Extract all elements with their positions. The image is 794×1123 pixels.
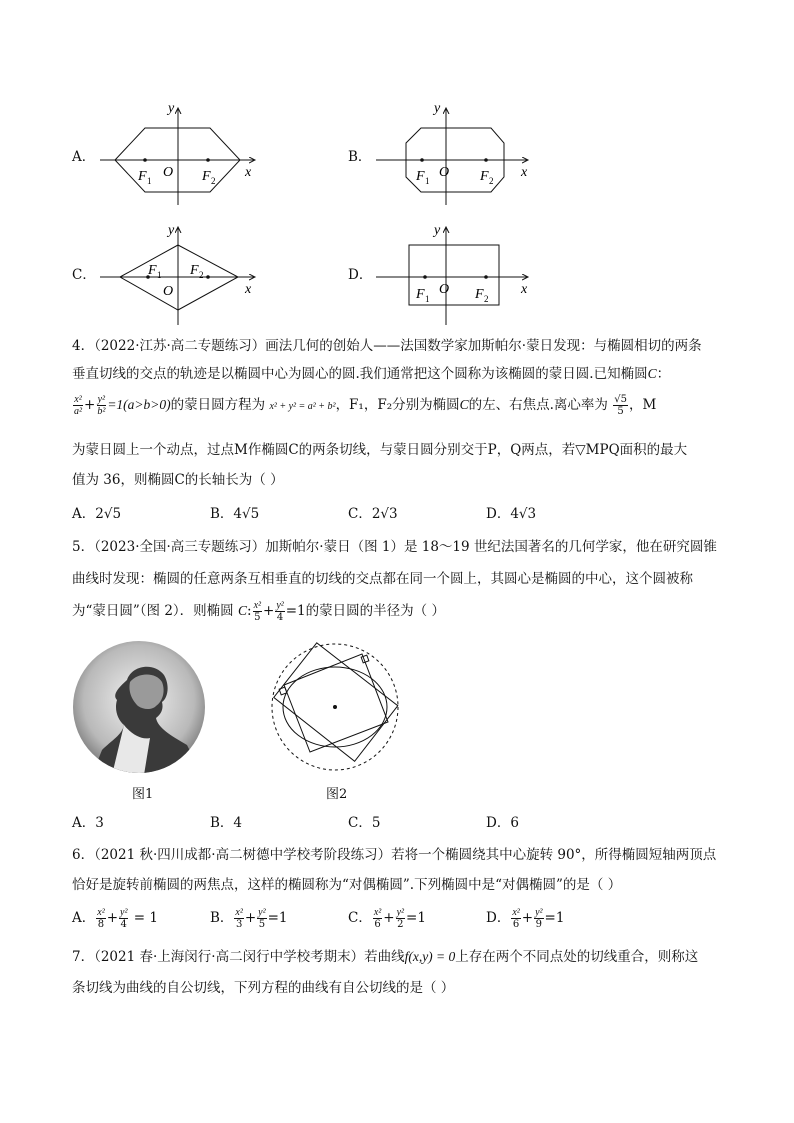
q6-option-c: C． $\frac{\text{x²}}{6}$ + $\frac{\text{y²}}{2}$ =1: [348, 907, 426, 930]
q5-option-c: C．5: [348, 815, 381, 831]
q4-line2: 垂直切线的交点的轨迹是以椭圆中心为圆心的圆.我们通常把这个圆称为该椭圆的蒙日圆.已知椭圆C：: [72, 366, 671, 382]
svg-text:1: 1: [425, 294, 430, 304]
q5-option-d: D．6: [486, 815, 519, 831]
monge-portrait: [72, 640, 207, 775]
q6-option-a: A． $\frac{\text{x²}}{8}$ + $\frac{\text{y²}}{4}$ = 1: [72, 907, 158, 930]
svg-text:O: O: [439, 165, 450, 180]
diagram-d: [376, 222, 546, 327]
q5-option-a: A．3: [72, 815, 104, 831]
svg-text:y: y: [434, 223, 441, 238]
fig2-caption: 图2: [326, 787, 348, 802]
fig1-caption: 图1: [132, 787, 154, 802]
q7-line2: 条切线为曲线的自公切线，下列方程的曲线有自公切线的是（ ）: [72, 980, 455, 996]
svg-text:2: 2: [489, 176, 494, 186]
q4-option-b: B．4√5: [210, 506, 260, 522]
diagram-b: [376, 100, 546, 210]
q4-option-a: A．2√5: [72, 506, 122, 522]
q5-option-b: B．4: [210, 815, 243, 831]
q7-line1: 7．（2021 春·上海闵行·高二闵行中学校考期末）若曲线f(x,y) = 0上存在两个不同点处的切线重合，则称这: [72, 949, 699, 965]
q4-line1: 4．（2022·江苏·高二专题练习）画法几何的创始人——法国数学家加斯帕尔·蒙日发现：与椭圆相切的两条: [72, 338, 702, 354]
q6-option-b: B． $\frac{\text{x²}}{3}$ + $\frac{\text{y²}}{5}$ =1: [210, 907, 288, 930]
svg-text:x: x: [245, 282, 252, 297]
svg-text:O: O: [163, 284, 174, 299]
y-axis-label: y: [168, 101, 175, 116]
diagram-c: [100, 222, 270, 327]
option-b-label: B．: [348, 149, 372, 165]
diagram-a: [100, 100, 270, 210]
svg-text:O: O: [163, 165, 174, 180]
q4-option-c: C．2√3: [348, 506, 398, 522]
svg-text:O: O: [439, 282, 450, 297]
svg-text:y: y: [434, 101, 441, 116]
svg-text:y: y: [168, 223, 175, 238]
svg-text:F: F: [202, 169, 211, 184]
svg-text:F: F: [416, 169, 425, 184]
svg-text:F: F: [148, 263, 157, 278]
monge-circle-figure: [266, 640, 406, 775]
q5-line1: 5．（2023·全国·高三专题练习）加斯帕尔·蒙日（图 1）是 18～19 世纪法国著名的几何学家，他在研究圆锥: [72, 539, 717, 555]
q6-line2: 恰好是旋转前椭圆的两焦点，这样的椭圆称为“对偶椭圆”.下列椭圆中是“对偶椭圆”的是（ ）: [72, 877, 622, 893]
svg-text:F: F: [190, 263, 199, 278]
q5-line3: 为“蒙日圆”（图 2）．则椭圆 C: $\frac{\text{x²}}{5}$ + $\frac{\text{y²}}{4}$ =1的蒙日圆的半径为（ ）: [72, 600, 445, 623]
svg-text:1: 1: [147, 176, 152, 186]
q4-option-d: D．4√3: [486, 506, 537, 522]
q4-line4: 为蒙日圆上一个动点，过点M作椭圆C的两条切线，与蒙日圆分别交于P，Q两点，若▽MPQ面积的最大: [72, 442, 688, 458]
svg-text:x: x: [521, 165, 528, 180]
option-d-label: D．: [348, 267, 373, 283]
option-c-label: C．: [72, 267, 96, 283]
svg-text:F: F: [138, 169, 147, 184]
q4-line5: 值为 36，则椭圆C的长轴长为（ ）: [72, 472, 284, 488]
svg-text:1: 1: [425, 176, 430, 186]
svg-text:2: 2: [211, 176, 216, 186]
svg-text:F: F: [416, 287, 425, 302]
svg-text:x: x: [245, 165, 252, 180]
svg-text:2: 2: [199, 270, 204, 280]
option-a-label: A．: [72, 149, 96, 165]
q6-option-d: D． $\frac{\text{x²}}{6}$ + $\frac{\text{y²}}{9}$ =1: [486, 907, 565, 930]
q5-line2: 曲线时发现：椭圆的任意两条互相垂直的切线的交点都在同一个圆上，其圆心是椭圆的中心，这个圆被称: [72, 571, 693, 587]
svg-text:x: x: [521, 282, 528, 297]
q6-line1: 6．（2021 秋·四川成都·高二树德中学校考阶段练习）若将一个椭圆绕其中心旋转 90°，所得椭圆短轴两顶点: [72, 847, 717, 863]
svg-text:2: 2: [484, 294, 489, 304]
q4-line3: $\frac{\text{x²}}{\text{a²}}$ + $\frac{\text{y²}}{\text{b²}}$ =1(a>b>0)的蒙日圆方程为 x² + y² = a² + b²，F₁，F₂分别为椭圆C的左、右焦点.离心率为 $\frac{√5}{5}$ ，M: [74, 394, 657, 417]
svg-text:1: 1: [157, 270, 162, 280]
svg-text:F: F: [480, 169, 489, 184]
svg-text:F: F: [475, 287, 484, 302]
